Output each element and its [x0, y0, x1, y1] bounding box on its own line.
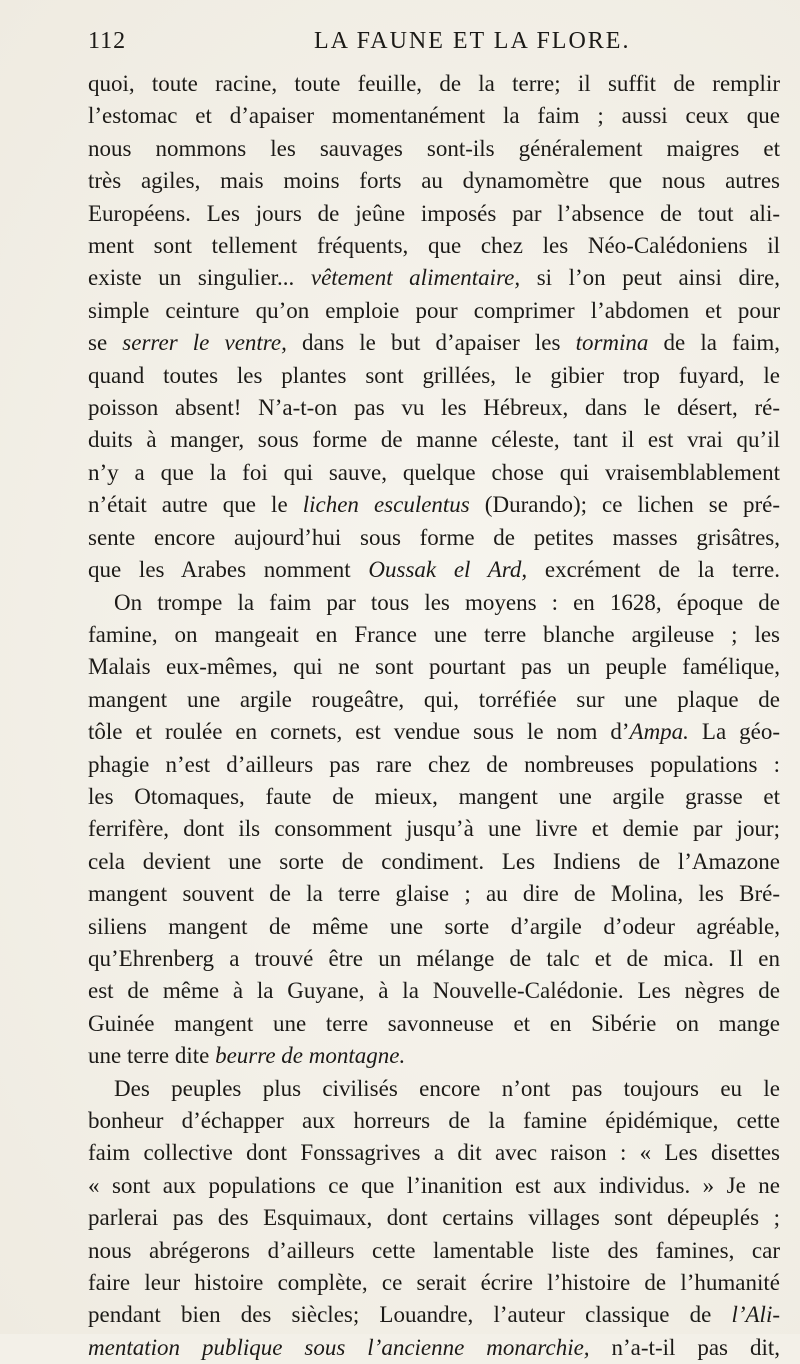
- text-run: siliens mangent de même une sorte d’argile d’odeur agréable,: [88, 913, 780, 939]
- text-run: famine, on mangeait en France une terre blanche argileuse ; les: [88, 621, 780, 647]
- text-run: On trompe la faim par tous les moyens : en 1628, époque de: [114, 589, 780, 615]
- text-run: phagie n’est d’ailleurs pas rare chez de nombreuses populations :: [88, 751, 780, 777]
- text-run: La géo-: [688, 719, 780, 745]
- text-run: de la faim,: [648, 330, 780, 356]
- text-run: Malais eux-mêmes, qui ne sont pourtant pas un peuple famélique,: [88, 654, 780, 680]
- text-run: se: [88, 330, 123, 356]
- text-run: pendant bien des siècles; Louandre, l’auteur classique de: [88, 1302, 732, 1328]
- text-line: [88, 911, 780, 943]
- page-header: [88, 28, 782, 64]
- text-run: bonheur d’échapper aux horreurs de la famine épidémique, cette: [88, 1108, 780, 1133]
- text-line: [88, 392, 780, 424]
- text-run: excrément de la terre.: [527, 557, 780, 583]
- text-run: quand toutes les plantes sont grillées, le gibier trop fuyard, le: [88, 362, 780, 388]
- text-run: que les Arabes nomment: [88, 557, 369, 583]
- text-line: [88, 1170, 780, 1202]
- text-run: mangent une argile rougeâtre, qui, torréfiée sur une plaque de: [88, 686, 780, 712]
- text-run: simple ceinture qu’on emploie pour comprimer l’abdomen et pour: [88, 297, 780, 323]
- text-line: [88, 749, 780, 781]
- text-line: [88, 878, 780, 910]
- text-line: [88, 295, 780, 327]
- text-run: n’y a que la foi qui sauve, quelque chose qui vraisemblablement: [88, 459, 780, 485]
- text-run: très agiles, mais moins forts au dynamomètre que nous autres: [88, 168, 780, 194]
- text-line: [88, 522, 780, 554]
- italic-phrase: mentation publique sous l’ancienne monarchie,: [88, 1334, 590, 1360]
- text-run: Des peuples plus civilisés encore n’ont pas toujours eu le: [114, 1075, 780, 1101]
- text-run: une terre dite: [88, 1043, 216, 1069]
- text-run: mangent souvent de la terre glaise ; au dire de Molina, les Bré-: [88, 881, 780, 907]
- text-line: [88, 360, 780, 392]
- text-run: faire leur histoire complète, ce serait écrire l’histoire de l’humanité: [88, 1270, 780, 1296]
- text-line: [88, 716, 780, 748]
- text-line: [88, 1299, 780, 1331]
- text-line: [88, 846, 780, 878]
- text-run: nous abrégerons d’ailleurs cette lamentable liste des famines, car: [88, 1237, 780, 1263]
- text-run: duits à manger, sous forme de manne céleste, tant il est vrai qu’il: [88, 427, 780, 453]
- text-line: [88, 813, 780, 845]
- text-run: dans le but d’apaiser les: [286, 330, 576, 356]
- text-line: [88, 68, 780, 100]
- text-line: [88, 262, 780, 294]
- text-line: [88, 1202, 780, 1234]
- text-line: [88, 489, 780, 521]
- text-run: sente encore aujourd’hui sous forme de petites masses grisâtres,: [88, 524, 780, 550]
- text-run: ment sont tellement fréquents, que chez les Néo-Calédoniens il: [88, 233, 780, 259]
- text-line: [88, 165, 780, 197]
- text-line: [88, 781, 780, 813]
- text-run: (Durando); ce lichen se pré-: [469, 492, 780, 518]
- text-line: [88, 975, 780, 1007]
- text-line: [88, 619, 780, 651]
- text-run: cela devient une sorte de condiment. Les Indiens de l’Amazone: [88, 848, 780, 874]
- text-run: Guinée mangent une terre savonneuse et en Sibérie on mange: [88, 1010, 780, 1036]
- text-line: [88, 327, 780, 359]
- text-line: [88, 943, 780, 975]
- text-run: parlerai pas des Esquimaux, dont certains villages sont dépeuplés ;: [88, 1205, 780, 1231]
- text-line: [88, 1267, 780, 1299]
- text-line: [88, 1332, 780, 1364]
- page-number: 112: [88, 28, 127, 54]
- text-line: [88, 1073, 780, 1105]
- text-run: tôle et roulée en cornets, est vendue sous le nom d’: [88, 719, 630, 745]
- text-line: [88, 1008, 780, 1040]
- text-line: [88, 587, 780, 619]
- text-line: [88, 554, 780, 586]
- text-run: qu’Ehrenberg a trouvé être un mélange de talc et de mica. Il en: [88, 945, 780, 971]
- text-line: [88, 1040, 780, 1072]
- text-run: n’a-t-il pas dit,: [589, 1334, 780, 1360]
- text-line: [88, 100, 780, 132]
- text-run: « sont aux populations ce que l’inanition est aux individus. » Je ne: [88, 1172, 780, 1198]
- italic-phrase: serrer le ventre,: [122, 330, 287, 356]
- text-run: Européens. Les jours de jeûne imposés par l’absence de tout ali-: [88, 200, 780, 226]
- text-line: [88, 133, 780, 165]
- text-run: quoi, toute racine, toute feuille, de la terre; il suffit de remplir: [88, 71, 780, 96]
- text-run: si l’on peut ainsi dire,: [520, 265, 780, 291]
- text-line: [88, 1105, 780, 1137]
- text-line: [88, 684, 780, 716]
- text-line: [88, 230, 780, 262]
- text-run: est de même à la Guyane, à la Nouvelle-Calédonie. Les nègres de: [88, 978, 780, 1004]
- text-line: [88, 457, 780, 489]
- text-line: [88, 198, 780, 230]
- body-text: [88, 68, 780, 1364]
- running-title: LA FAUNE ET LA FLORE.: [314, 28, 631, 54]
- text-run: poisson absent! N’a-t-on pas vu les Hébreux, dans le désert, ré-: [88, 395, 780, 421]
- italic-phrase: vêtement alimentaire,: [310, 265, 521, 291]
- text-run: existe un singulier...: [88, 265, 311, 291]
- italic-phrase: l’Ali-: [731, 1302, 780, 1328]
- text-run: ferrifère, dont ils consomment jusqu’à une livre et demie par jour;: [88, 816, 780, 842]
- text-run: faim collective dont Fonssagrives a dit avec raison : « Les disettes: [88, 1140, 780, 1166]
- text-run: les Otomaques, faute de mieux, mangent une argile grasse et: [88, 783, 780, 809]
- text-run: l’estomac et d’apaiser momentanément la faim ; aussi ceux que: [88, 103, 780, 129]
- text-run: nous nommons les sauvages sont-ils généralement maigres et: [88, 135, 780, 161]
- italic-phrase: Ampa.: [629, 719, 689, 745]
- italic-phrase: lichen esculentus: [302, 492, 470, 518]
- text-line: [88, 424, 780, 456]
- italic-phrase: tormina: [575, 330, 649, 356]
- text-run: n’était autre que le: [88, 492, 303, 518]
- italic-phrase: Oussak el Ard,: [368, 557, 528, 583]
- italic-phrase: beurre de montagne.: [215, 1043, 406, 1069]
- text-line: [88, 1137, 780, 1169]
- text-line: [88, 1235, 780, 1267]
- text-line: [88, 651, 780, 683]
